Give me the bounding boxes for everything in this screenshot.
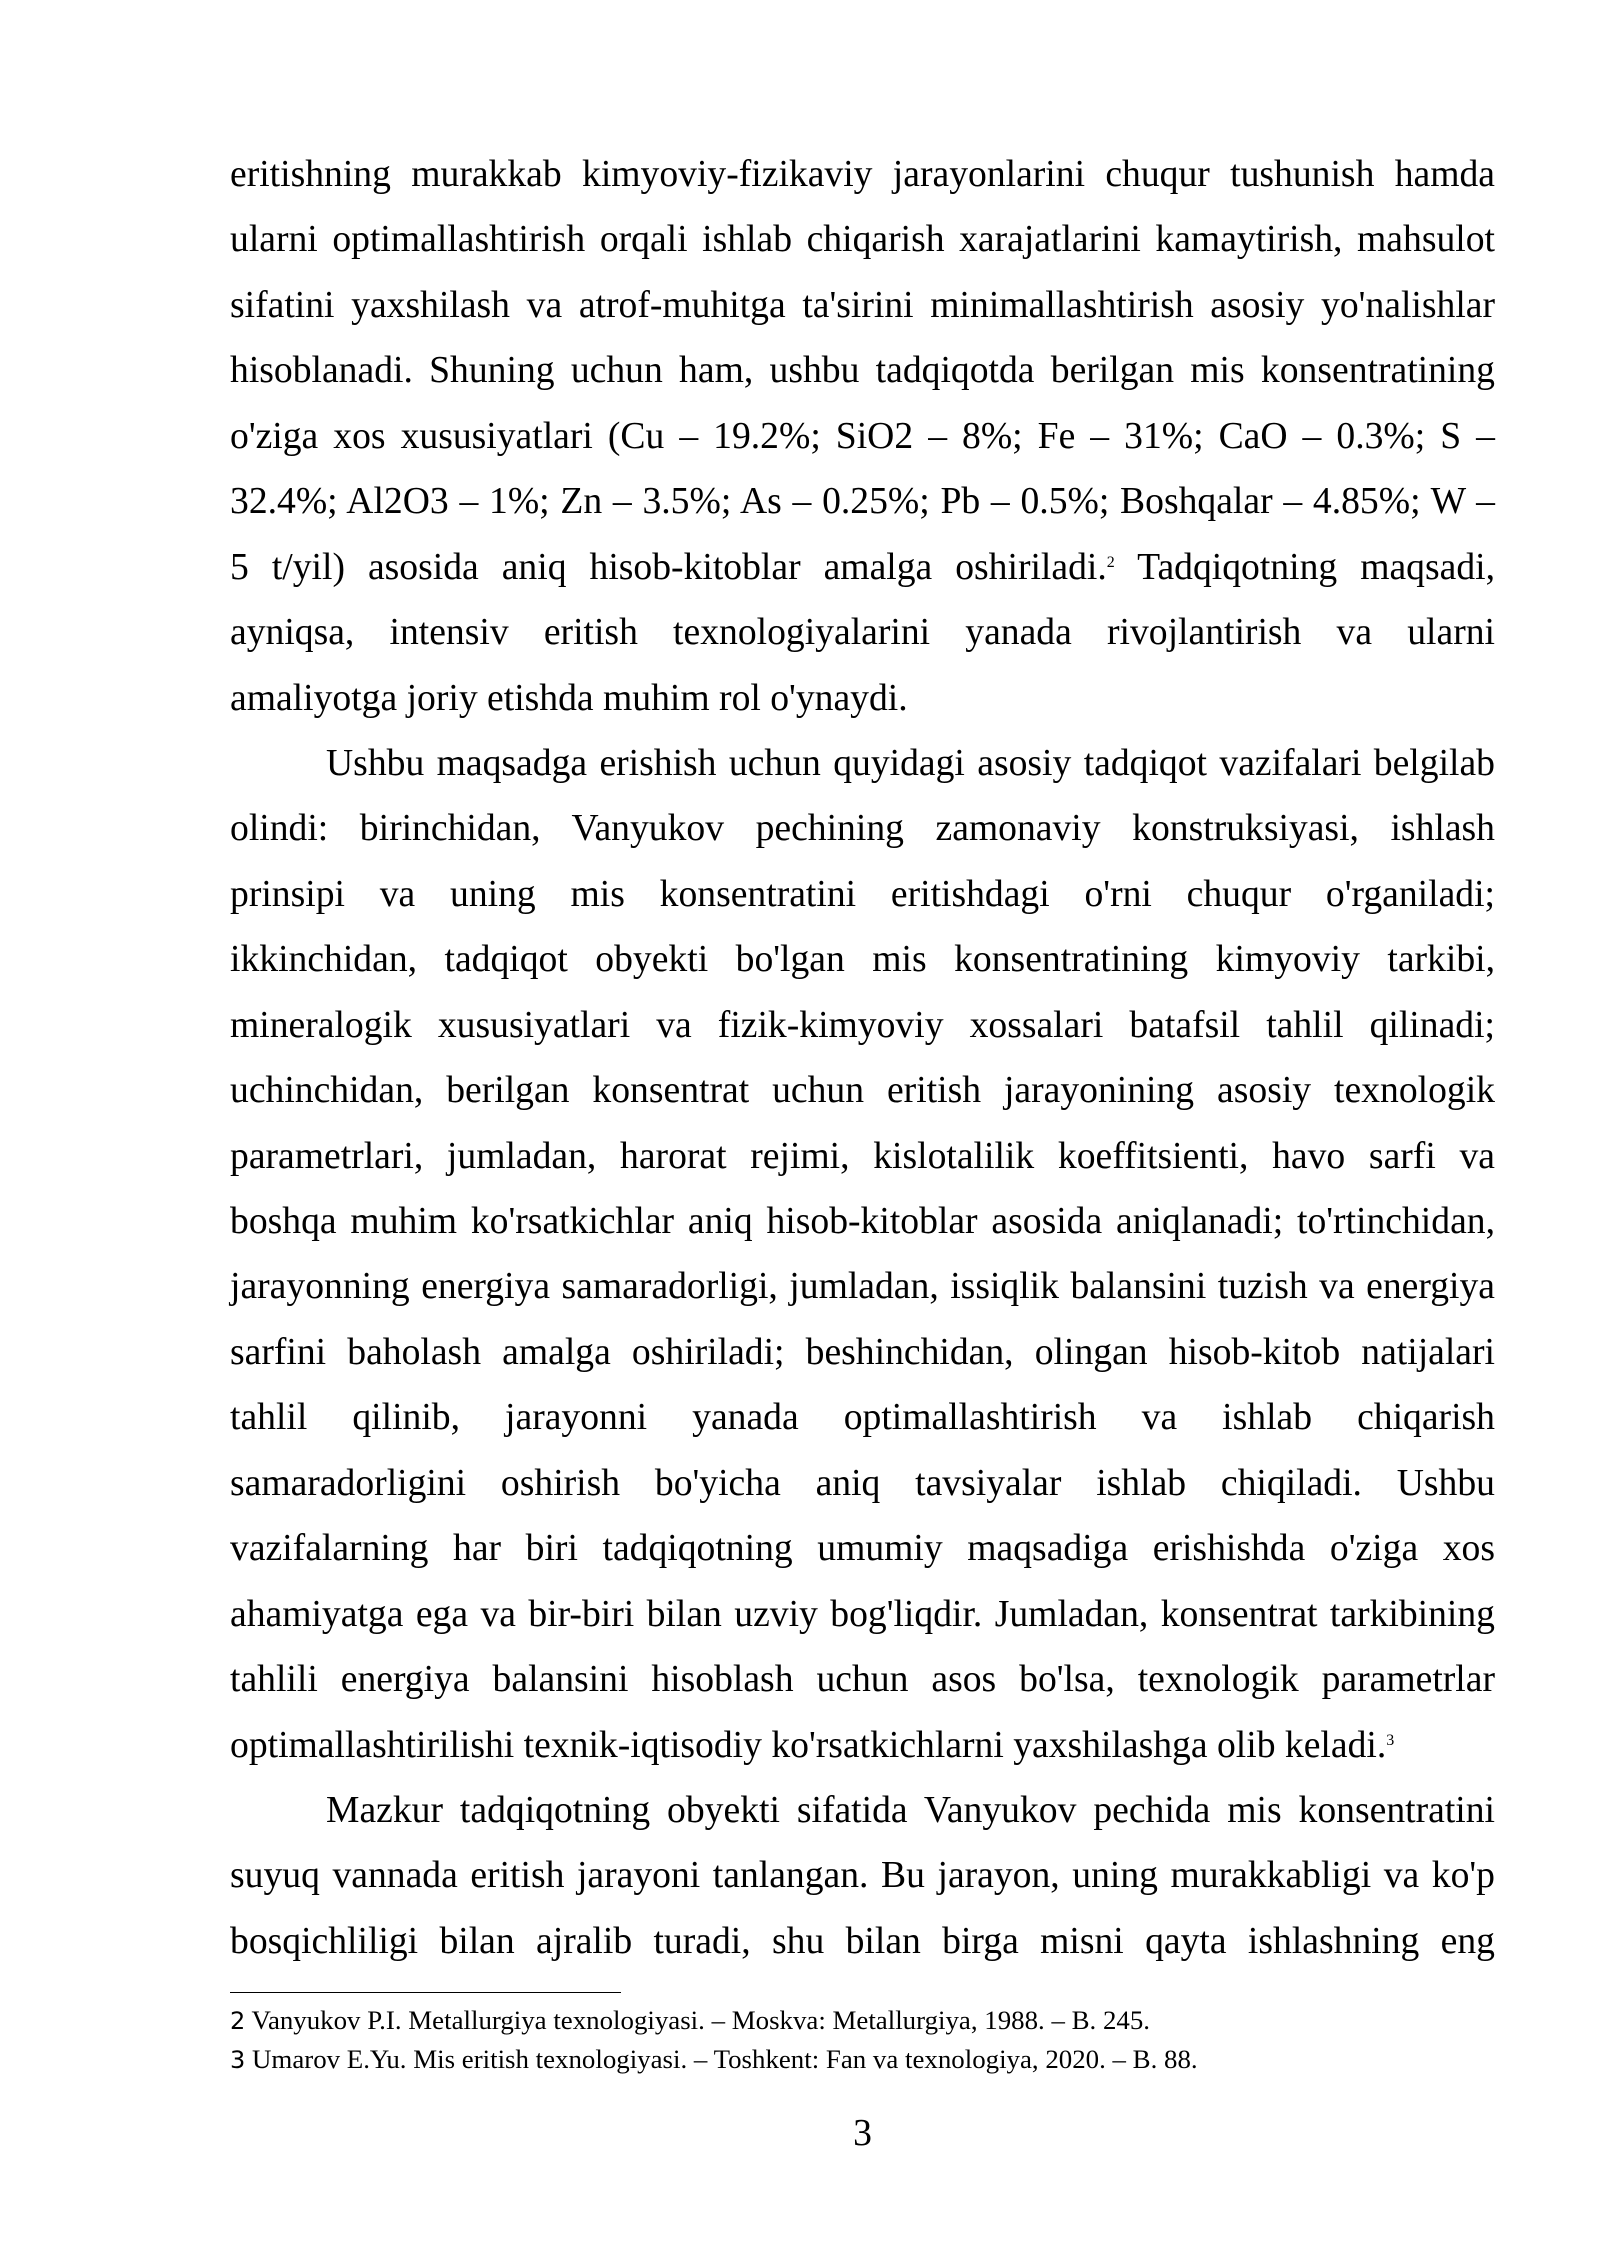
body-line: vazifalarning har biri tadqiqotning umumiy maqsadiga erishishda o'ziga xos [230, 1527, 1495, 1570]
body-line: olindi: birinchidan, Vanyukov pechining zamonaviy konstruksiyasi, ishlash [230, 807, 1495, 850]
body-line: sarfini baholash amalga oshiriladi; beshinchidan, olingan hisob-kitob natijalari [230, 1330, 1495, 1373]
page-number: 3 [853, 2112, 872, 2154]
body-line: 32.4%; Al2O3 – 1%; Zn – 3.5%; As – 0.25%; Pb – 0.5%; Boshqalar – 4.85%; W – [230, 480, 1495, 523]
body-line: mineralogik xususiyatlari va fizik-kimyoviy xossalari batafsil tahlil qilinadi; [230, 1003, 1495, 1046]
footnote-text: Umarov E.Yu. Mis eritish texnologiyasi. – Toshkent: Fan va texnologiya, 2020. – B. 88. [252, 2044, 1198, 2074]
body-line: jarayonning energiya samaradorligi, jumladan, issiqlik balansini tuzish va energiya [230, 1265, 1495, 1308]
body-line: ahamiyatga ega va bir-biri bilan uzviy bog'liqdir. Jumladan, konsentrat tarkibining [230, 1592, 1495, 1635]
line-text: 5 t/yil) asosida aniq hisob-kitoblar amalga oshiriladi. [230, 545, 1107, 588]
body-line: Mazkur tadqiqotning obyekti sifatida Vanyukov pechida mis konsentratini [326, 1788, 1495, 1831]
body-line: Ushbu maqsadga erishish uchun quyidagi asosiy tadqiqot vazifalari belgilab [326, 741, 1495, 784]
footnote-number: 3 [230, 2046, 246, 2074]
line-text: Tadqiqotning maqsadi, [1137, 545, 1495, 588]
body-line: hisoblanadi. Shuning uchun ham, ushbu tadqiqotda berilgan mis konsentratining [230, 349, 1495, 392]
body-line: eritishning murakkab kimyoviy-fizikaviy jarayonlarini chuqur tushunish hamda [230, 153, 1495, 195]
body-line: ayniqsa, intensiv eritish texnologiyalarini yanada rivojlantirish va ularni [230, 611, 1495, 654]
footnotes [230, 2001, 1495, 2079]
body-line: prinsipi va uning mis konsentratini eritishdagi o'rni chuqur o'rganiladi; [230, 872, 1495, 915]
body-line: ikkinchidan, tadqiqot obyekti bo'lgan mis konsentratining kimyoviy tarkibi, [230, 938, 1495, 981]
footnote-separator [230, 1992, 621, 1993]
body-line [230, 1713, 1495, 1778]
body-line: boshqa muhim ko'rsatkichlar aniq hisob-kitoblar asosida aniqlanadi; to'rtinchidan, [230, 1200, 1495, 1242]
footnote-text: Vanyukov P.I. Metallurgiya texnologiyasi. – Moskva: Metallurgiya, 1988. – B. 245. [251, 2005, 1151, 2035]
body-line: parametrlari, jumladan, harorat rejimi, kislotalilik koeffitsienti, havo sarfi va [230, 1134, 1495, 1177]
body-line: o'ziga xos xususiyatlari (Cu – 19.2%; SiO2 – 8%; Fe – 31%; CaO – 0.3%; S – [230, 414, 1495, 457]
paragraph [230, 731, 1495, 1778]
body-line: bosqichliligi bilan ajralib turadi, shu bilan birga misni qayta ishlashning eng [230, 1919, 1495, 1962]
footnote-number: 2 [230, 2007, 246, 2035]
footnote [230, 2001, 1495, 2040]
body-line: ularni optimallashtirish orqali ishlab chiqarish xarajatlarini kamaytirish, mahsulot [230, 218, 1495, 261]
footnote [230, 2040, 1495, 2079]
body-line: suyuq vannada eritish jarayoni tanlangan. Bu jarayon, uning murakkabligi va ko'p [230, 1854, 1495, 1897]
body-line: uchinchidan, berilgan konsentrat uchun eritish jarayonining asosiy texnologik [230, 1069, 1495, 1112]
body-line: amaliyotga joriy etishda muhim rol o'ynaydi. [230, 676, 908, 719]
body-text [230, 142, 1495, 1974]
line-text: optimallashtirilishi texnik-iqtisodiy ko'rsatkichlarni yaxshilashga olib keladi. [230, 1723, 1387, 1766]
body-line: samaradorligini oshirish bo'yicha aniq tavsiyalar ishlab chiqiladi. Ushbu [230, 1461, 1495, 1504]
footnote-reference: 3 [1386, 1731, 1395, 1749]
paragraph [230, 1778, 1495, 1974]
body-line [230, 535, 1495, 600]
footnote-reference: 2 [1106, 553, 1115, 571]
body-line: tahlili energiya balansini hisoblash uchun asos bo'lsa, texnologik parametrlar [230, 1658, 1495, 1701]
body-line: sifatini yaxshilash va atrof-muhitga ta'sirini minimallashtirish asosiy yo'nalishlar [230, 283, 1495, 326]
paragraph [230, 142, 1495, 731]
body-line: tahlil qilinib, jarayonni yanada optimallashtirish va ishlab chiqarish [230, 1396, 1495, 1439]
